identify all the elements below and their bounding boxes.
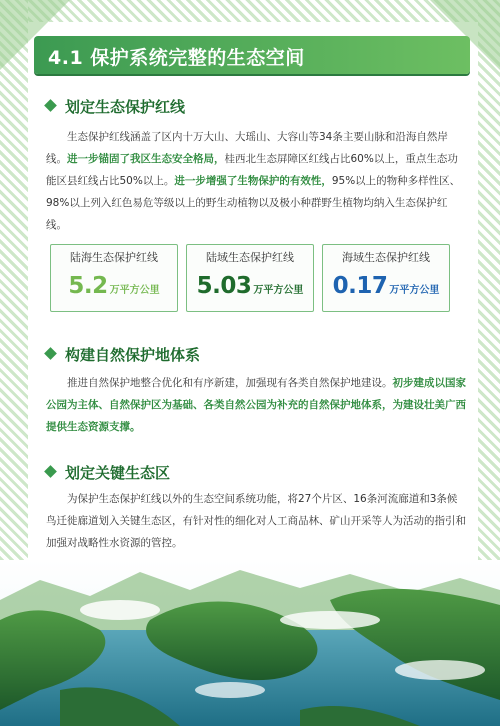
diamond-bullet-icon bbox=[44, 99, 57, 112]
page-title: 4.1 保护系统完整的生态空间 bbox=[48, 47, 305, 69]
stat-value: 5.2 bbox=[68, 273, 108, 299]
section-heading-key-eco-zones: 划定关键生态区 bbox=[46, 462, 170, 483]
stat-value: 0.17 bbox=[332, 273, 388, 299]
section-paragraph-protected-areas: 推进自然保护地整合优化和有序新建，加强现有各类自然保护地建设。初步建成以国家公园为主体、自然保护区为基础、各类自然公园为补充的自然保护地体系，为建设壮美广西提供生态资源支撑。 bbox=[46, 377, 466, 433]
stat-label: 陆海生态保护红线 bbox=[70, 251, 158, 264]
stat-box-sea bbox=[322, 244, 450, 312]
diamond-bullet-icon bbox=[44, 347, 57, 360]
stat-box-land bbox=[186, 244, 314, 312]
stat-box-land-sea bbox=[50, 244, 178, 312]
section-paragraph-red-line: 生态保护红线涵盖了区内十万大山、大瑶山、大容山等34条主要山脉和沿海自然岸线。进一步锚固了我区生态安全格局，桂西北生态屏障区红线占比60%以上，重点生态功能区县红线占比50%以上。进一步增强了生物保护的有效性，95%以上的物种多样性区、98%以上列入红色易危等级以上的野生动植物以及极小种群野生植物均纳入生态保护红线。 bbox=[46, 131, 461, 231]
decorative-border-left bbox=[0, 0, 28, 560]
section-heading-protected-areas: 构建自然保护地体系 bbox=[46, 344, 200, 365]
mountain-river-landscape-image bbox=[0, 560, 500, 726]
stat-label: 海域生态保护红线 bbox=[342, 251, 430, 264]
diamond-bullet-icon bbox=[44, 465, 57, 478]
decorative-border-top bbox=[0, 0, 500, 22]
stat-label: 陆域生态保护红线 bbox=[206, 251, 294, 264]
section-heading-red-line: 划定生态保护红线 bbox=[46, 96, 185, 117]
section-paragraph-key-eco-zones: 为保护生态保护红线以外的生态空间系统功能，将27个片区、16条河流廊道和3条候鸟迁徙廊道划入关键生态区，有针对性的细化对人工商品林、矿山开采等人为活动的指引和加强对战略性水资源的管控。 bbox=[46, 493, 466, 549]
stat-unit: 万平方公里 bbox=[253, 285, 304, 296]
stat-value: 5.03 bbox=[196, 273, 252, 299]
section-title-bar bbox=[34, 36, 470, 74]
stat-unit: 万平方公里 bbox=[389, 285, 440, 296]
stat-unit: 万平方公里 bbox=[109, 285, 160, 296]
decorative-border-right bbox=[478, 0, 500, 560]
